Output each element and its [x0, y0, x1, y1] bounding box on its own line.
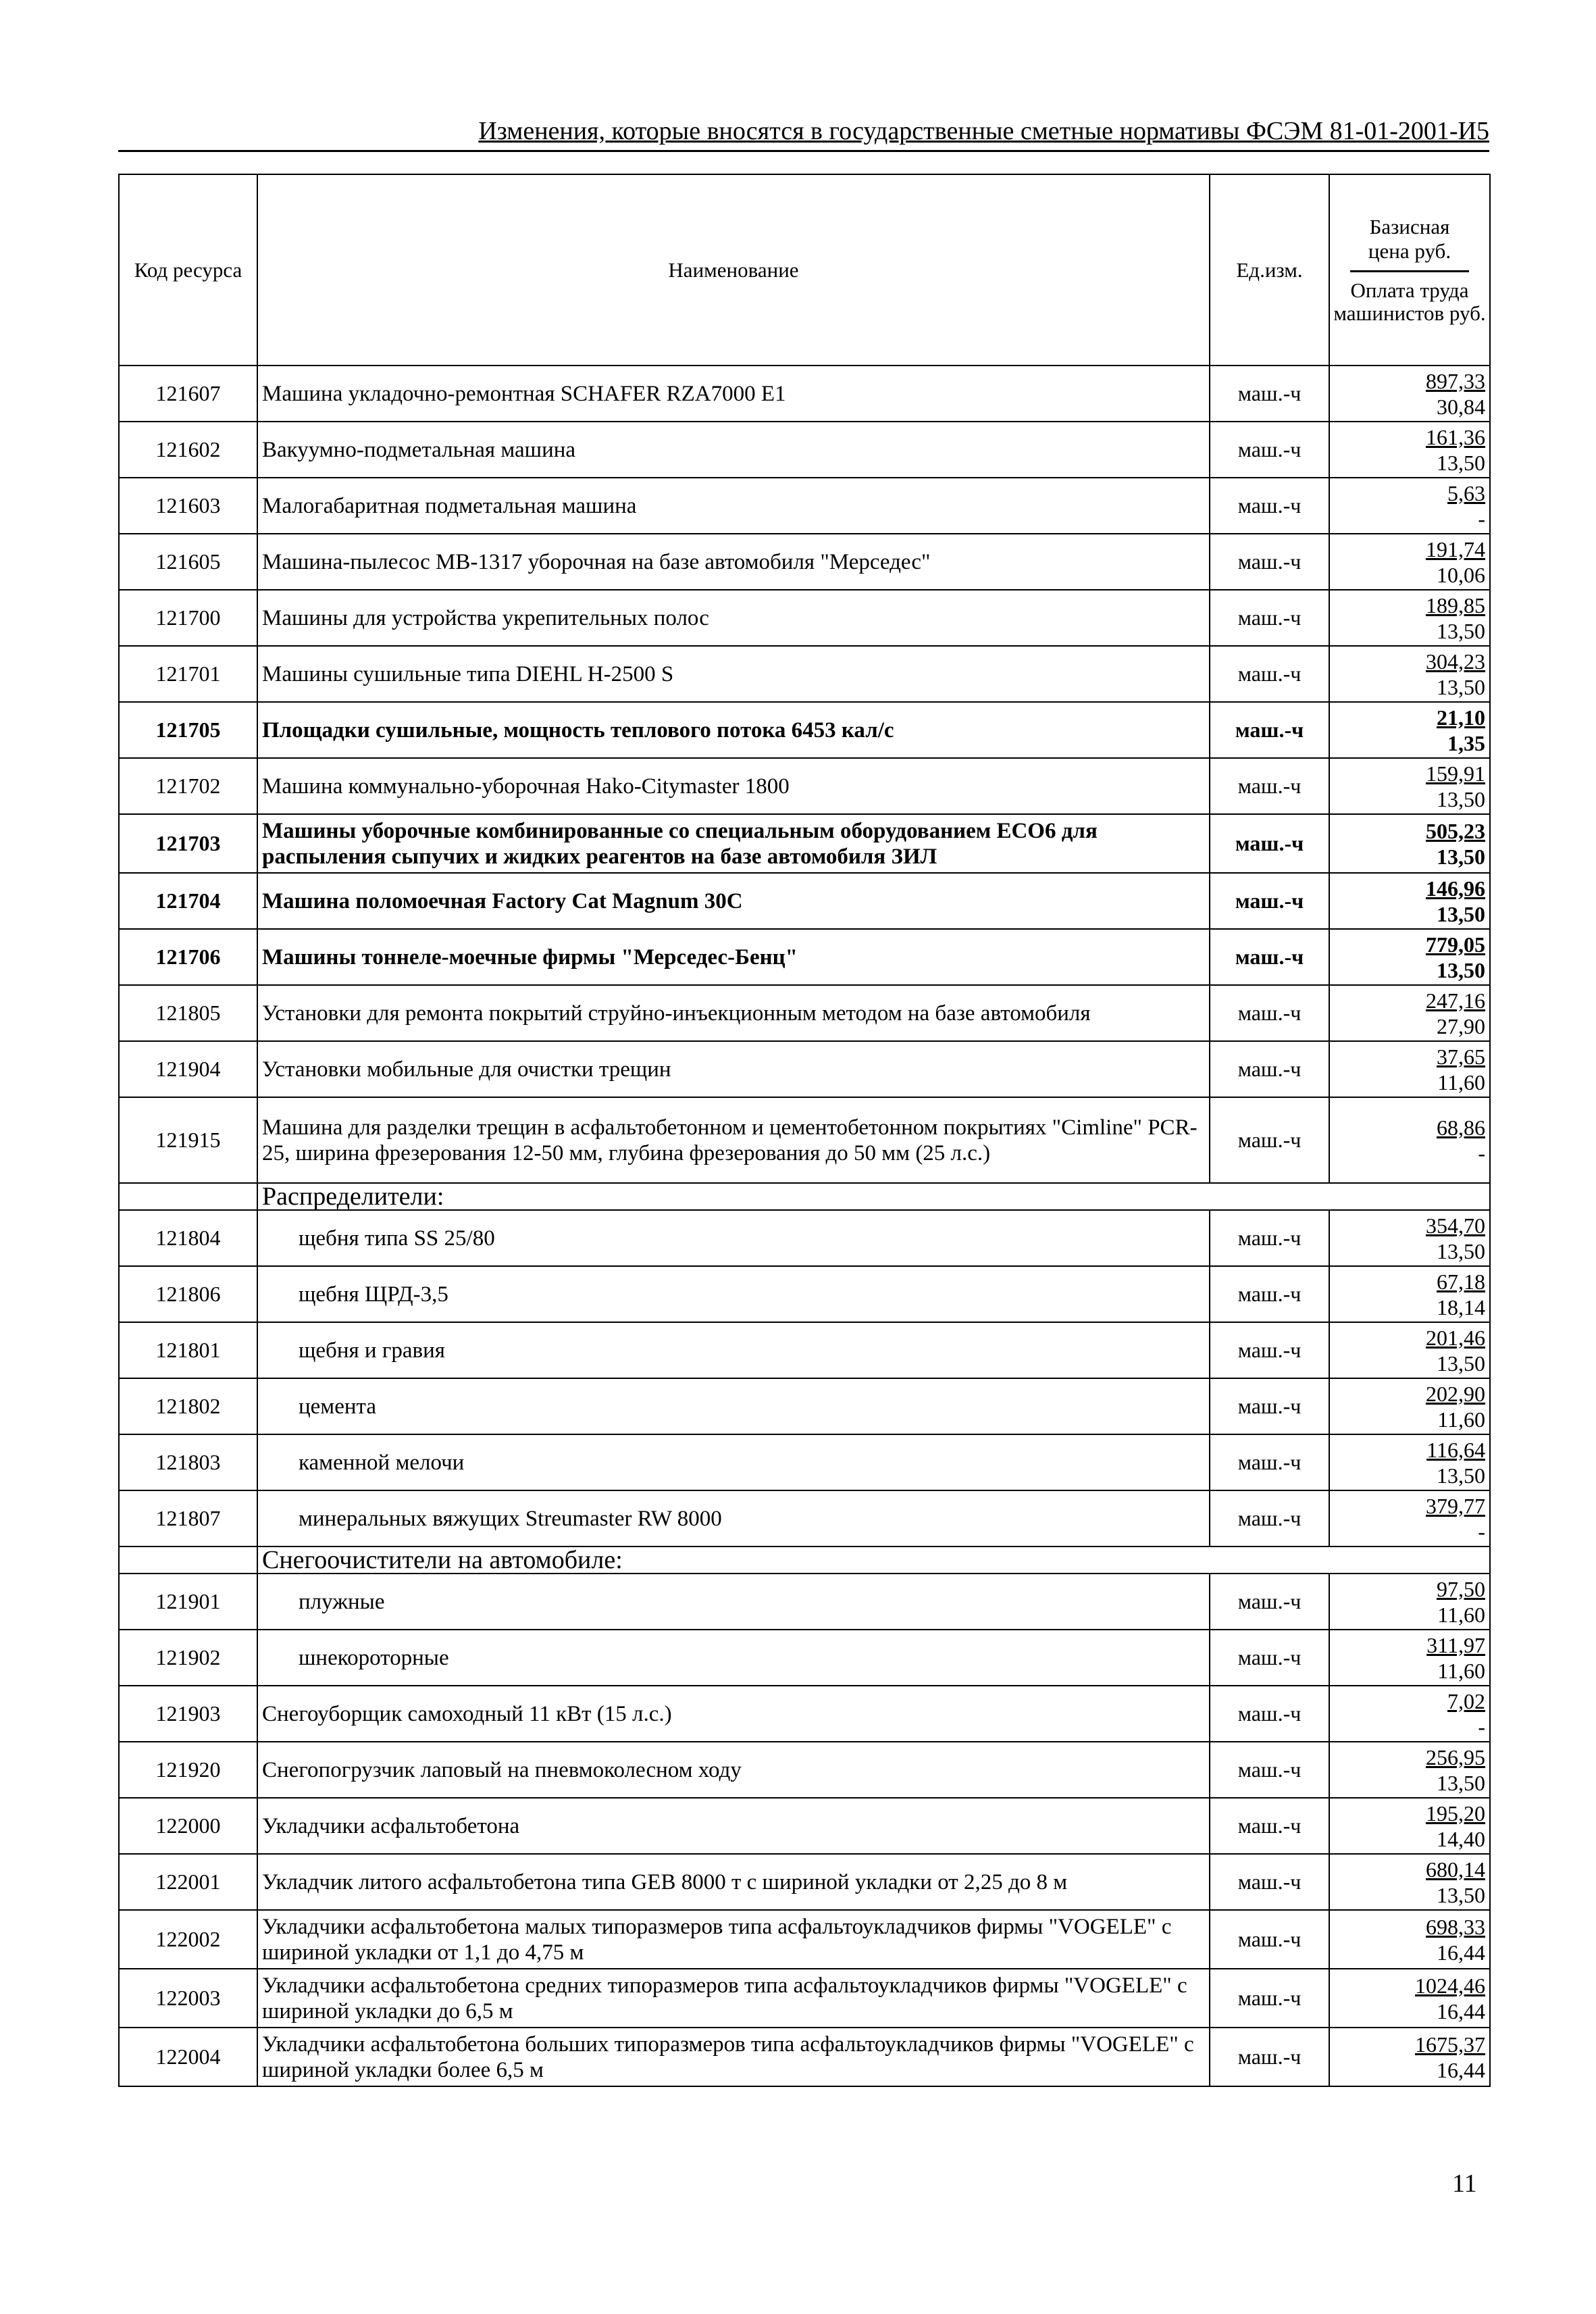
labor-price: 11,60: [1437, 1658, 1485, 1683]
base-price: 195,20: [1426, 1801, 1485, 1826]
table-row: [119, 1378, 1490, 1434]
labor-price: 14,40: [1437, 1826, 1485, 1851]
resource-price: [1329, 366, 1490, 422]
resource-price: [1329, 929, 1490, 985]
resource-unit: маш.-ч: [1210, 1574, 1329, 1630]
resource-code: 122004: [119, 2028, 257, 2086]
resource-table: [118, 174, 1491, 2087]
resource-name: каменной мелочи: [257, 1434, 1210, 1490]
labor-price: 11,60: [1437, 1602, 1485, 1627]
base-price: 67,18: [1437, 1269, 1485, 1294]
labor-price: 13,50: [1437, 618, 1485, 643]
column-header-code: Код ресурса: [119, 174, 257, 366]
base-price: 379,77: [1426, 1493, 1485, 1518]
labor-price: 13,50: [1437, 1463, 1485, 1488]
resource-unit: маш.-ч: [1210, 758, 1329, 814]
base-price: 201,46: [1426, 1325, 1485, 1350]
base-price: 97,50: [1437, 1576, 1485, 1601]
resource-name: Установки мобильные для очистки трещин: [257, 1041, 1210, 1097]
resource-code: 121605: [119, 534, 257, 590]
table-row: [119, 590, 1490, 646]
resource-price: [1329, 1910, 1490, 1969]
resource-name: Машина коммунально-уборочная Hako-Citymaster 1800: [257, 758, 1210, 814]
base-price: 698,33: [1426, 1914, 1485, 1939]
resource-unit: маш.-ч: [1210, 1742, 1329, 1798]
resource-unit: маш.-ч: [1210, 1910, 1329, 1969]
resource-name: шнекороторные: [257, 1630, 1210, 1686]
base-price: 5,63: [1447, 480, 1485, 505]
labor-price: 18,14: [1437, 1294, 1485, 1319]
resource-code: 121806: [119, 1266, 257, 1322]
resource-price: [1329, 1097, 1490, 1183]
resource-unit: маш.-ч: [1210, 1097, 1329, 1183]
table-row: [119, 1686, 1490, 1742]
resource-unit: маш.-ч: [1210, 646, 1329, 702]
resource-name: Машины сушильные типа DIEHL H-2500 S: [257, 646, 1210, 702]
resource-code: 121706: [119, 929, 257, 985]
resource-unit: маш.-ч: [1210, 366, 1329, 422]
labor-price: 10,06: [1437, 562, 1485, 587]
table-row: [119, 1630, 1490, 1686]
resource-unit: маш.-ч: [1210, 1266, 1329, 1322]
labor-price: 11,60: [1437, 1407, 1485, 1432]
section-row: [119, 1546, 1490, 1574]
resource-unit: маш.-ч: [1210, 422, 1329, 478]
resource-price: [1329, 1630, 1490, 1686]
column-header-unit: Ед.изм.: [1210, 174, 1329, 366]
resource-unit: маш.-ч: [1210, 873, 1329, 929]
resource-unit: маш.-ч: [1210, 1210, 1329, 1266]
resource-code: 121915: [119, 1097, 257, 1183]
resource-name: Малогабаритная подметальная машина: [257, 478, 1210, 534]
column-header-price-labor: Оплата труда машинистов руб.: [1333, 278, 1486, 325]
table-row: [119, 646, 1490, 702]
resource-price: [1329, 1210, 1490, 1266]
resource-code: 121702: [119, 758, 257, 814]
base-price: 897,33: [1426, 368, 1485, 393]
table-row: [119, 1322, 1490, 1378]
resource-price: [1329, 1969, 1490, 2028]
resource-price: [1329, 814, 1490, 873]
base-price: 311,97: [1426, 1632, 1485, 1657]
resource-name: Укладчики асфальтобетона больших типоразмеров типа асфальтоукладчиков фирмы "VOGELE" с шириной укладки более 6,5 м: [257, 2028, 1210, 2086]
base-price: 1024,46: [1415, 1973, 1485, 1998]
base-price: 37,65: [1437, 1044, 1485, 1069]
labor-price: -: [1478, 1519, 1485, 1544]
labor-price: 1,35: [1447, 730, 1485, 755]
resource-name: Машина для разделки трещин в асфальтобетонном и цементобетонном покрытиях "Cimline" PCR-25, ширина фрезерования 12-50 мм, глубина фрезерования до 50 мм (25 л.с.): [257, 1097, 1210, 1183]
table-row: [119, 1434, 1490, 1490]
table-row: [119, 1854, 1490, 1910]
table-row: [119, 1798, 1490, 1854]
section-label: Распределители:: [262, 1182, 444, 1211]
table-row: [119, 1266, 1490, 1322]
base-price: 247,16: [1426, 988, 1485, 1013]
resource-code: 121804: [119, 1210, 257, 1266]
resource-name: Установки для ремонта покрытий струйно-инъекционным методом на базе автомобиля: [257, 985, 1210, 1041]
labor-price: 13,50: [1437, 844, 1485, 869]
table-row: [119, 929, 1490, 985]
base-price: 159,91: [1426, 761, 1485, 786]
base-price: 21,10: [1437, 705, 1485, 730]
resource-unit: маш.-ч: [1210, 1041, 1329, 1097]
resource-code: 121705: [119, 702, 257, 758]
table-header-row: [119, 174, 1490, 366]
base-price: 202,90: [1426, 1381, 1485, 1406]
labor-price: 13,50: [1437, 674, 1485, 699]
resource-name: Машина-пылесос МВ-1317 уборочная на базе автомобиля "Мерседес": [257, 534, 1210, 590]
resource-name: щебня типа SS 25/80: [257, 1210, 1210, 1266]
resource-price: [1329, 478, 1490, 534]
resource-code: 121607: [119, 366, 257, 422]
labor-price: 13,50: [1437, 1882, 1485, 1907]
section-row: [119, 1183, 1490, 1210]
table-row: [119, 985, 1490, 1041]
resource-name: Машина поломоечная Factory Cat Magnum 30C: [257, 873, 1210, 929]
resource-code: 121904: [119, 1041, 257, 1097]
base-price: 779,05: [1426, 932, 1485, 957]
table-row: [119, 422, 1490, 478]
document-header: Изменения, которые вносятся в государственные сметные нормативы ФСЭМ 81-01-2001-И5: [118, 116, 1489, 152]
resource-name: Машина укладочно-ремонтная SCHAFER RZA7000 E1: [257, 366, 1210, 422]
resource-name: плужные: [257, 1574, 1210, 1630]
resource-unit: маш.-ч: [1210, 1686, 1329, 1742]
resource-code: 121703: [119, 814, 257, 873]
base-price: 304,23: [1426, 649, 1485, 674]
labor-price: -: [1478, 506, 1485, 531]
labor-price: 13,50: [1437, 450, 1485, 475]
resource-unit: маш.-ч: [1210, 590, 1329, 646]
resource-price: [1329, 1854, 1490, 1910]
base-price: 161,36: [1426, 424, 1485, 449]
resource-price: [1329, 2028, 1490, 2086]
section-label: Снегоочистители на автомобиле:: [262, 1546, 623, 1574]
resource-unit: маш.-ч: [1210, 2028, 1329, 2086]
resource-unit: маш.-ч: [1210, 478, 1329, 534]
resource-name: Укладчик литого асфальтобетона типа GEB 8000 т с шириной укладки от 2,25 до 8 м: [257, 1854, 1210, 1910]
labor-price: -: [1478, 1140, 1485, 1165]
labor-price: 13,50: [1437, 786, 1485, 811]
resource-name: Укладчики асфальтобетона средних типоразмеров типа асфальтоукладчиков фирмы "VOGELE" с шириной укладки до 6,5 м: [257, 1969, 1210, 2028]
resource-price: [1329, 1574, 1490, 1630]
labor-price: 13,50: [1437, 1238, 1485, 1263]
table-row: [119, 1742, 1490, 1798]
resource-price: [1329, 873, 1490, 929]
resource-unit: маш.-ч: [1210, 814, 1329, 873]
resource-unit: маш.-ч: [1210, 1854, 1329, 1910]
resource-unit: маш.-ч: [1210, 1378, 1329, 1434]
resource-code: 121603: [119, 478, 257, 534]
resource-unit: маш.-ч: [1210, 534, 1329, 590]
resource-name: Машины уборочные комбинированные со специальным оборудованием ЕСО6 для распыления сыпучих и жидких реагентов на базе автомобиля ЗИЛ: [257, 814, 1210, 873]
resource-price: [1329, 1266, 1490, 1322]
table-row: [119, 702, 1490, 758]
resource-code: 122001: [119, 1854, 257, 1910]
column-header-price-base: Базисная цена руб.: [1350, 215, 1469, 272]
base-price: 680,14: [1426, 1857, 1485, 1882]
table-row: [119, 1969, 1490, 2028]
resource-code: 121602: [119, 422, 257, 478]
base-price: 354,70: [1426, 1213, 1485, 1238]
resource-price: [1329, 1434, 1490, 1490]
table-row: [119, 1490, 1490, 1546]
resource-price: [1329, 1686, 1490, 1742]
table-row: [119, 758, 1490, 814]
resource-name: Машины тоннеле-моечные фирмы "Мерседес-Бенц": [257, 929, 1210, 985]
resource-unit: маш.-ч: [1210, 1630, 1329, 1686]
labor-price: 16,44: [1437, 1998, 1485, 2023]
table-row: [119, 2028, 1490, 2086]
resource-unit: маш.-ч: [1210, 1434, 1329, 1490]
resource-unit: маш.-ч: [1210, 929, 1329, 985]
table-row: [119, 478, 1490, 534]
labor-price: 13,50: [1437, 1351, 1485, 1376]
resource-price: [1329, 1798, 1490, 1854]
resource-name: щебня ЩРД-3,5: [257, 1266, 1210, 1322]
resource-price: [1329, 590, 1490, 646]
resource-code: 121902: [119, 1630, 257, 1686]
resource-name: Машины для устройства укрепительных полос: [257, 590, 1210, 646]
labor-price: 13,50: [1437, 1770, 1485, 1795]
resource-code: 121901: [119, 1574, 257, 1630]
labor-price: 27,90: [1437, 1013, 1485, 1038]
table-row: [119, 534, 1490, 590]
resource-price: [1329, 422, 1490, 478]
labor-price: 11,60: [1437, 1070, 1485, 1095]
resource-price: [1329, 758, 1490, 814]
resource-code: 121701: [119, 646, 257, 702]
resource-unit: маш.-ч: [1210, 1322, 1329, 1378]
resource-code: 121801: [119, 1322, 257, 1378]
labor-price: 16,44: [1437, 2057, 1485, 2082]
column-header-price: [1329, 174, 1490, 366]
resource-code: 122002: [119, 1910, 257, 1969]
labor-price: 30,84: [1437, 394, 1485, 419]
base-price: 505,23: [1426, 818, 1485, 843]
resource-name: минеральных вяжущих Streumaster RW 8000: [257, 1490, 1210, 1546]
column-header-name: Наименование: [257, 174, 1210, 366]
table-row: [119, 1041, 1490, 1097]
resource-name: Снегоуборщик самоходный 11 кВт (15 л.с.): [257, 1686, 1210, 1742]
page-number: 11: [1452, 2169, 1477, 2198]
base-price: 116,64: [1426, 1437, 1485, 1462]
resource-code: 121803: [119, 1434, 257, 1490]
labor-price: 16,44: [1437, 1940, 1485, 1965]
resource-price: [1329, 702, 1490, 758]
resource-unit: маш.-ч: [1210, 1798, 1329, 1854]
labor-price: -: [1478, 1714, 1485, 1739]
resource-price: [1329, 985, 1490, 1041]
resource-unit: маш.-ч: [1210, 1969, 1329, 2028]
resource-price: [1329, 1378, 1490, 1434]
resource-code: 121920: [119, 1742, 257, 1798]
resource-unit: маш.-ч: [1210, 1490, 1329, 1546]
resource-code: 122003: [119, 1969, 257, 2028]
resource-price: [1329, 1041, 1490, 1097]
resource-unit: маш.-ч: [1210, 985, 1329, 1041]
resource-price: [1329, 1490, 1490, 1546]
base-price: 7,02: [1447, 1688, 1485, 1713]
base-price: 256,95: [1426, 1744, 1485, 1769]
resource-code: 121802: [119, 1378, 257, 1434]
resource-name: цемента: [257, 1378, 1210, 1434]
resource-name: Площадки сушильные, мощность теплового потока 6453 кал/с: [257, 702, 1210, 758]
resource-name: Укладчики асфальтобетона малых типоразмеров типа асфальтоукладчиков фирмы "VOGELE" с шириной укладки от 1,1 до 4,75 м: [257, 1910, 1210, 1969]
resource-unit: маш.-ч: [1210, 702, 1329, 758]
base-price: 68,86: [1437, 1115, 1485, 1140]
table-row: [119, 1210, 1490, 1266]
resource-price: [1329, 1322, 1490, 1378]
resource-code: 121807: [119, 1490, 257, 1546]
table-row: [119, 1097, 1490, 1183]
base-price: 189,85: [1426, 593, 1485, 618]
table-row: [119, 1574, 1490, 1630]
table-row: [119, 366, 1490, 422]
table-row: [119, 814, 1490, 873]
resource-code: 122000: [119, 1798, 257, 1854]
resource-code: 121700: [119, 590, 257, 646]
base-price: 146,96: [1426, 876, 1485, 901]
base-price: 191,74: [1426, 536, 1485, 561]
table-row: [119, 873, 1490, 929]
resource-price: [1329, 1742, 1490, 1798]
resource-code: 121704: [119, 873, 257, 929]
labor-price: 13,50: [1437, 957, 1485, 982]
resource-price: [1329, 534, 1490, 590]
resource-price: [1329, 646, 1490, 702]
resource-name: Снегопогрузчик лаповый на пневмоколесном ходу: [257, 1742, 1210, 1798]
resource-code: 121805: [119, 985, 257, 1041]
labor-price: 13,50: [1437, 901, 1485, 926]
resource-name: Вакуумно-подметальная машина: [257, 422, 1210, 478]
table-row: [119, 1910, 1490, 1969]
base-price: 1675,37: [1415, 2032, 1485, 2057]
resource-code: 121903: [119, 1686, 257, 1742]
resource-name: Укладчики асфальтобетона: [257, 1798, 1210, 1854]
resource-name: щебня и гравия: [257, 1322, 1210, 1378]
